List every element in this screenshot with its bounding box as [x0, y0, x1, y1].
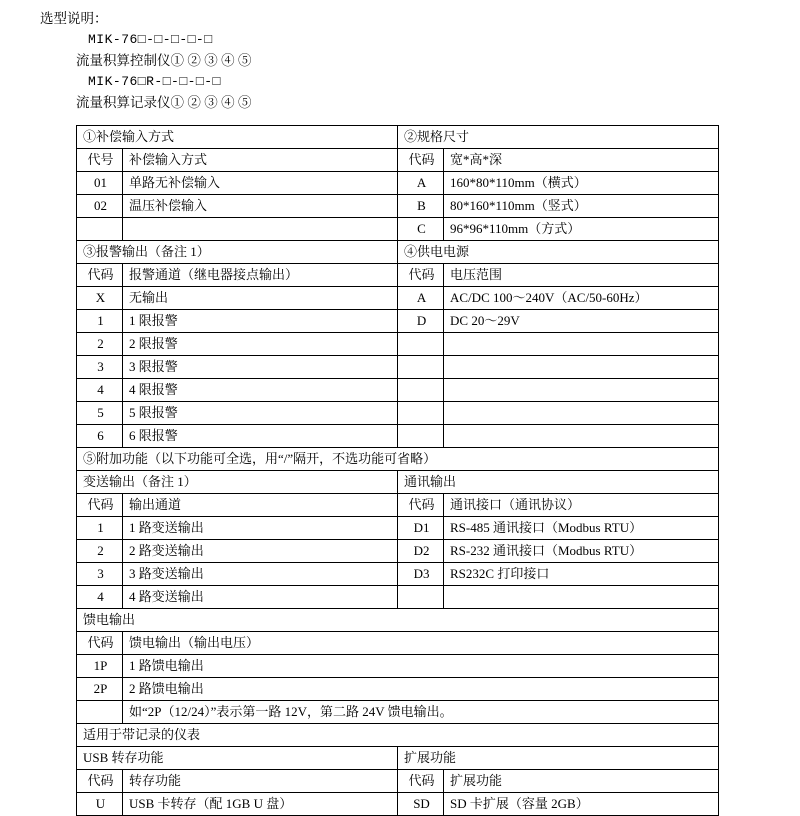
power-output-desc: 1 路馈电输出 — [123, 655, 719, 678]
communication-desc: RS232C 打印接口 — [444, 563, 719, 586]
transmit-code: 3 — [77, 563, 123, 586]
transmit-desc: 1 路变送输出 — [123, 517, 398, 540]
section3-code: 4 — [77, 379, 123, 402]
table-row — [77, 310, 719, 333]
communication-desc-header: 通讯接口（通讯协议） — [444, 494, 719, 517]
spacer-cell — [123, 218, 398, 241]
spacer-cell — [444, 379, 719, 402]
table-row — [77, 632, 719, 655]
transmit-code: 4 — [77, 586, 123, 609]
model-name-1: 流量积算控制仪① ② ③ ④ ⑤ — [76, 53, 252, 68]
section2-desc-header: 宽*高*深 — [444, 149, 719, 172]
section2-code: A — [398, 172, 444, 195]
power-output-title: 馈电输出 — [77, 609, 719, 632]
section4-code-header: 代码 — [398, 264, 444, 287]
expand-code-header: 代码 — [398, 770, 444, 793]
selection-label: 选型说明： — [40, 11, 108, 26]
communication-code: D3 — [398, 563, 444, 586]
table-row — [77, 701, 719, 724]
section2-code: B — [398, 195, 444, 218]
section5-title: ⑤附加功能（以下功能可全选，用“/”隔开，不选功能可省略） — [77, 448, 719, 471]
section4-code: D — [398, 310, 444, 333]
table-row — [77, 563, 719, 586]
section1-desc: 温压补偿输入 — [123, 195, 398, 218]
expand-desc: SD 卡扩展（容量 2GB） — [444, 793, 719, 816]
communication-code: D2 — [398, 540, 444, 563]
spacer-cell — [444, 402, 719, 425]
table-row — [77, 609, 719, 632]
section1-title: ①补偿输入方式 — [77, 126, 398, 149]
section2-desc: 96*96*110mm（方式） — [444, 218, 719, 241]
section3-code: X — [77, 287, 123, 310]
section3-code: 3 — [77, 356, 123, 379]
section3-code: 1 — [77, 310, 123, 333]
table-row — [77, 540, 719, 563]
section3-title: ③报警输出（备注 1） — [77, 241, 398, 264]
communication-desc: RS-485 通讯接口（Modbus RTU） — [444, 517, 719, 540]
section4-code: A — [398, 287, 444, 310]
section2-code-header: 代码 — [398, 149, 444, 172]
section1-code: 01 — [77, 172, 123, 195]
transmit-desc: 2 路变送输出 — [123, 540, 398, 563]
table-row — [77, 218, 719, 241]
usb-title: USB 转存功能 — [77, 747, 398, 770]
spacer-cell — [444, 333, 719, 356]
spacer-cell — [77, 701, 123, 724]
transmit-code: 1 — [77, 517, 123, 540]
usb-desc-header: 转存功能 — [123, 770, 398, 793]
table-row — [77, 356, 719, 379]
section4-desc: DC 20～29V — [444, 310, 719, 333]
section3-code: 2 — [77, 333, 123, 356]
model-code-2: MIK-76□R-□-□-□-□ — [88, 74, 221, 89]
spacer-cell — [398, 425, 444, 448]
table-row — [77, 747, 719, 770]
section3-desc: 2 限报警 — [123, 333, 398, 356]
section1-code-header: 代号 — [77, 149, 123, 172]
table-row — [77, 333, 719, 356]
usb-desc: USB 卡转存（配 1GB U 盘） — [123, 793, 398, 816]
table-row — [77, 425, 719, 448]
spacer-cell — [398, 586, 444, 609]
table-row — [77, 494, 719, 517]
spacer-cell — [444, 356, 719, 379]
spacer-cell — [77, 218, 123, 241]
section4-title: ④供电电源 — [398, 241, 719, 264]
section3-desc: 6 限报警 — [123, 425, 398, 448]
spacer-cell — [398, 356, 444, 379]
selection-header — [0, 0, 800, 113]
section3-code: 5 — [77, 402, 123, 425]
table-row — [77, 195, 719, 218]
spacer-cell — [398, 402, 444, 425]
spacer-cell — [398, 379, 444, 402]
table-row — [77, 586, 719, 609]
recorder-title: 适用于带记录的仪表 — [77, 724, 719, 747]
communication-desc: RS-232 通讯接口（Modbus RTU） — [444, 540, 719, 563]
section2-title: ②规格尺寸 — [398, 126, 719, 149]
section3-desc: 无输出 — [123, 287, 398, 310]
table-row — [77, 678, 719, 701]
power-output-code: 2P — [77, 678, 123, 701]
spacer-cell — [398, 333, 444, 356]
table-row — [77, 149, 719, 172]
table-row — [77, 402, 719, 425]
section4-desc: AC/DC 100～240V（AC/50-60Hz） — [444, 287, 719, 310]
table-row — [77, 379, 719, 402]
section3-desc: 5 限报警 — [123, 402, 398, 425]
table-row — [77, 770, 719, 793]
transmit-desc: 3 路变送输出 — [123, 563, 398, 586]
expand-desc-header: 扩展功能 — [444, 770, 719, 793]
section3-code: 6 — [77, 425, 123, 448]
section2-desc: 160*80*110mm（横式） — [444, 172, 719, 195]
expand-code: SD — [398, 793, 444, 816]
section1-code: 02 — [77, 195, 123, 218]
section1-desc: 单路无补偿输入 — [123, 172, 398, 195]
section3-desc-header: 报警通道（继电器接点输出） — [123, 264, 398, 287]
section4-desc-header: 电压范围 — [444, 264, 719, 287]
transmit-code: 2 — [77, 540, 123, 563]
power-output-note: 如“2P（12/24）”表示第一路 12V，第二路 24V 馈电输出。 — [123, 701, 719, 724]
table-row — [77, 655, 719, 678]
section1-desc-header: 补偿输入方式 — [123, 149, 398, 172]
spacer-cell — [444, 425, 719, 448]
section3-desc: 4 限报警 — [123, 379, 398, 402]
table-row — [77, 264, 719, 287]
section2-code: C — [398, 218, 444, 241]
usb-code: U — [77, 793, 123, 816]
section3-desc: 1 限报警 — [123, 310, 398, 333]
table-row — [77, 471, 719, 494]
section2-desc: 80*160*110mm（竖式） — [444, 195, 719, 218]
section3-code-header: 代码 — [77, 264, 123, 287]
expand-title: 扩展功能 — [398, 747, 719, 770]
power-output-code-header: 代码 — [77, 632, 123, 655]
table-row — [77, 126, 719, 149]
communication-code: D1 — [398, 517, 444, 540]
model-name-2: 流量积算记录仪① ② ③ ④ ⑤ — [76, 95, 252, 110]
power-output-desc: 2 路馈电输出 — [123, 678, 719, 701]
communication-output-title: 通讯输出 — [398, 471, 719, 494]
table-row — [77, 287, 719, 310]
table-row — [77, 793, 719, 816]
table-row — [77, 241, 719, 264]
transmit-code-header: 代码 — [77, 494, 123, 517]
table-row — [77, 724, 719, 747]
spacer-cell — [444, 586, 719, 609]
usb-code-header: 代码 — [77, 770, 123, 793]
transmit-desc-header: 输出通道 — [123, 494, 398, 517]
communication-code-header: 代码 — [398, 494, 444, 517]
table-row — [77, 172, 719, 195]
model-code-1: MIK-76□-□-□-□-□ — [88, 32, 213, 47]
transmit-output-title: 变送输出（备注 1） — [77, 471, 398, 494]
transmit-desc: 4 路变送输出 — [123, 586, 398, 609]
table-row — [77, 448, 719, 471]
table-row — [77, 517, 719, 540]
power-output-desc-header: 馈电输出（输出电压） — [123, 632, 719, 655]
power-output-code: 1P — [77, 655, 123, 678]
section3-desc: 3 限报警 — [123, 356, 398, 379]
specification-table — [76, 125, 719, 816]
